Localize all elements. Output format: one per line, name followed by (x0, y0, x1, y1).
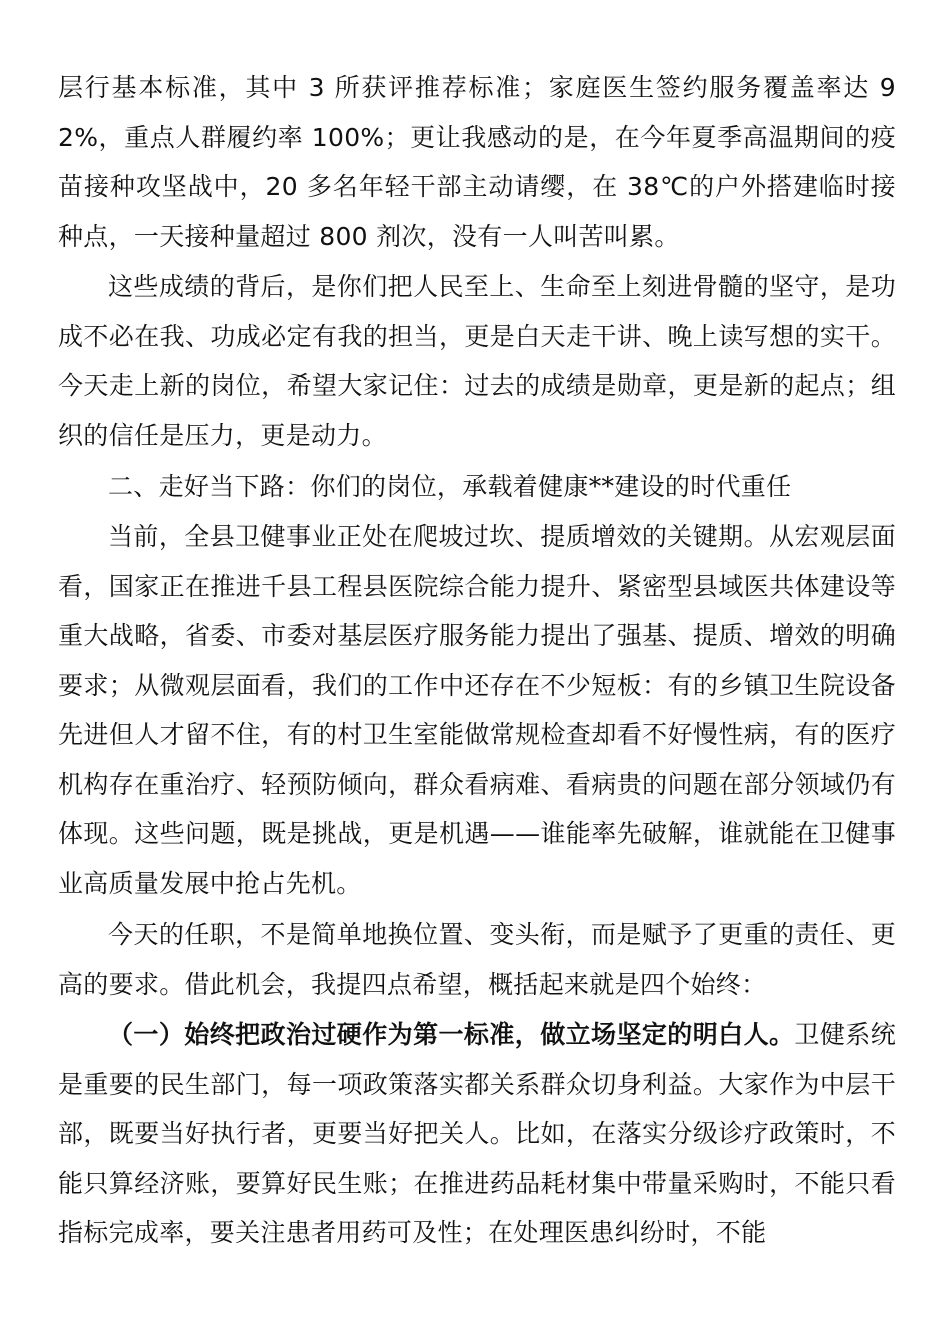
section-heading-2: 二、走好当下路：你们的岗位，承载着健康**建设的时代重任 (108, 472, 792, 501)
paragraph-current-situation: 当前，全县卫健事业正处在爬坡过坎、提质增效的关键期。从宏观层面看，国家正在推进千县工程县医院综合能力提升、紧密型县域医共体建设等重大战略，省委、市委对基层医疗服务能力提出了强基、提质、增效的明确要求；从微观层面看，我们的工作中还存在不少短板：有的乡镇卫生院设备先进但人才留不住，有的村卫生室能做常规检查却看不好慢性病，有的医疗机构存在重治疗、轻预防倾向，群众看病难、看病贵的问题在部分领域仍有体现。这些问题，既是挑战，更是机遇——谁能率先破解，谁就能在卫健事业高质量发展中抢占先机。 (58, 522, 896, 898)
hope-one-body: 卫健系统是重要的民生部门，每一项政策落实都关系群众切身利益。大家作为中层干部，既要当好执行者，更要当好把关人。比如，在落实分级诊疗政策时，不能只算经济账，要算好民生账；在推进药品耗材集中带量采购时，不能只看指标完成率，要关注患者用药可及性；在处理医患纠纷时，不能 (58, 1020, 896, 1247)
paragraph-achievements: 层行基本标准，其中 3 所获评推荐标准；家庭医生签约服务覆盖率达 92%，重点人群履约率 100%；更让我感动的是，在今年夏季高温期间的疫苗接种攻坚战中，20 多名年轻干部主动请缨，在 38℃的户外搭建临时接种点，一天接种量超过 800 剂次，没有一人叫苦叫累。 (58, 73, 896, 251)
hope-one-lead: （一）始终把政治过硬作为第一标准，做立场坚定的明白人。 (108, 1020, 795, 1049)
paragraph-reflection: 这些成绩的背后，是你们把人民至上、生命至上刻进骨髓的坚守，是功成不必在我、功成必定有我的担当，更是白天走干讲、晚上读写想的实干。今天走上新的岗位，希望大家记住：过去的成绩是勋章，更是新的起点；组织的信任是压力，更是动力。 (58, 272, 896, 450)
paragraph-hope-one (58, 1010, 896, 1258)
paragraph-four-hopes-intro: 今天的任职，不是简单地换位置、变头衔，而是赋予了更重的责任、更高的要求。借此机会，我提四点希望，概括起来就是四个始终： (58, 920, 896, 999)
